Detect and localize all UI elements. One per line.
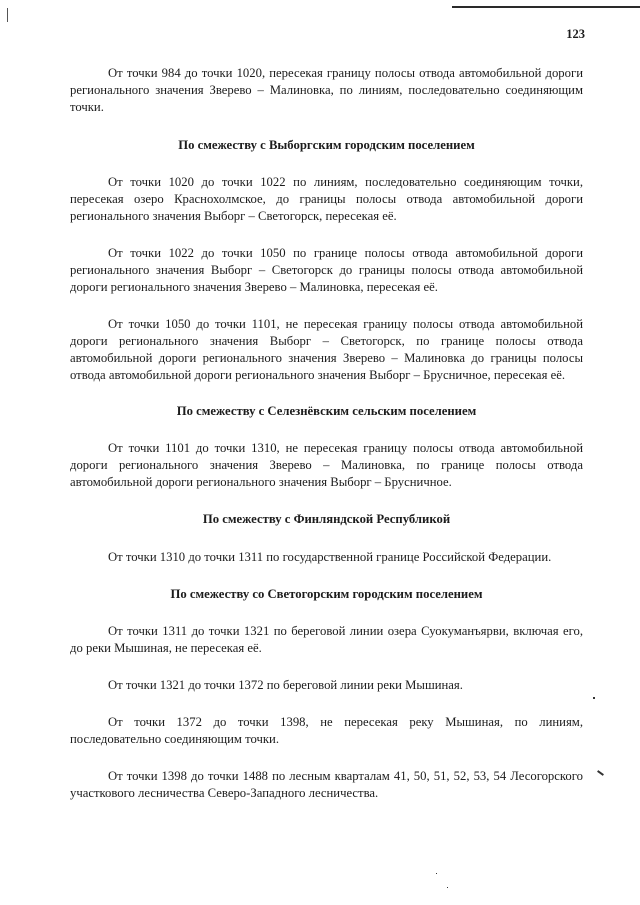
paragraph-1398-1488: От точки 1398 до точки 1488 по лесным кварталам 41, 50, 51, 52, 53, 54 Лесогорского участкового лесничества Северо-Западного лесничества. <box>70 769 583 800</box>
page-number: 123 <box>566 27 585 41</box>
document-body <box>70 65 583 802</box>
heading-seleznevo-settlement: По смежеству с Селезнёвским сельским поселением <box>176 404 477 418</box>
scan-speck <box>447 887 448 888</box>
paragraph-1101-1310: От точки 1101 до точки 1310, не пересекая границу полосы отвода автомобильной дороги регионального значения Зверево – Малиновка, по границе полосы отвода автомобильной дороги регионального значения Выборг – Брусничное. <box>70 441 583 489</box>
paragraph-984-1020: От точки 984 до точки 1020, пересекая границу полосы отвода автомобильной дороги регионального значения Зверево – Малиновка, по линиям, последовательно соединяющим точки. <box>70 66 583 114</box>
heading-svetogorsk-settlement: По смежеству со Светогорским городским поселением <box>170 587 483 601</box>
paragraph-1321-1372: От точки 1321 до точки 1372 по береговой линии реки Мышиная. <box>108 678 463 692</box>
paragraph-1311-1321: От точки 1311 до точки 1321 по береговой линии озера Суокуманъярви, включая его, до реки Мышиная, не пересекая её. <box>70 624 583 655</box>
top-rule <box>452 6 640 8</box>
paragraph-1022-1050: От точки 1022 до точки 1050 по границе полосы отвода автомобильной дороги регионального значения Выборг – Светогорск до границы полосы отвода автомобильной дороги регионального значения Зверево – Малиновка, пересекая её. <box>70 246 583 294</box>
paragraph-1020-1022: От точки 1020 до точки 1022 по линиям, последовательно соединяющим точки, пересекая озеро Краснохолмское, до границы полосы отвода автомобильной дороги регионального значения Выборг – Светогорск, пересекая её. <box>70 175 583 223</box>
margin-mark <box>7 8 8 22</box>
heading-finland: По смежеству с Финляндской Республикой <box>202 512 451 526</box>
heading-vyborg-settlement: По смежеству с Выборгским городским поселением <box>178 138 475 152</box>
scan-speck <box>593 697 595 699</box>
scan-speck <box>597 770 604 776</box>
scan-speck <box>436 873 437 874</box>
paragraph-1310-1311: От точки 1310 до точки 1311 по государственной границе Российской Федерации. <box>108 550 552 564</box>
paragraph-1372-1398: От точки 1372 до точки 1398, не пересекая реку Мышиная, по линиям, последовательно соединяющим точки. <box>70 715 583 746</box>
paragraph-1050-1101: От точки 1050 до точки 1101, не пересекая границу полосы отвода автомобильной дороги регионального значения Выборг – Светогорск, по границе полосы отвода автомобильной дороги регионального значения Зверево – Малиновка до границы полосы отвода автомобильной дороги регионального значения Выборг – Брусничное, пересекая её. <box>70 317 583 382</box>
